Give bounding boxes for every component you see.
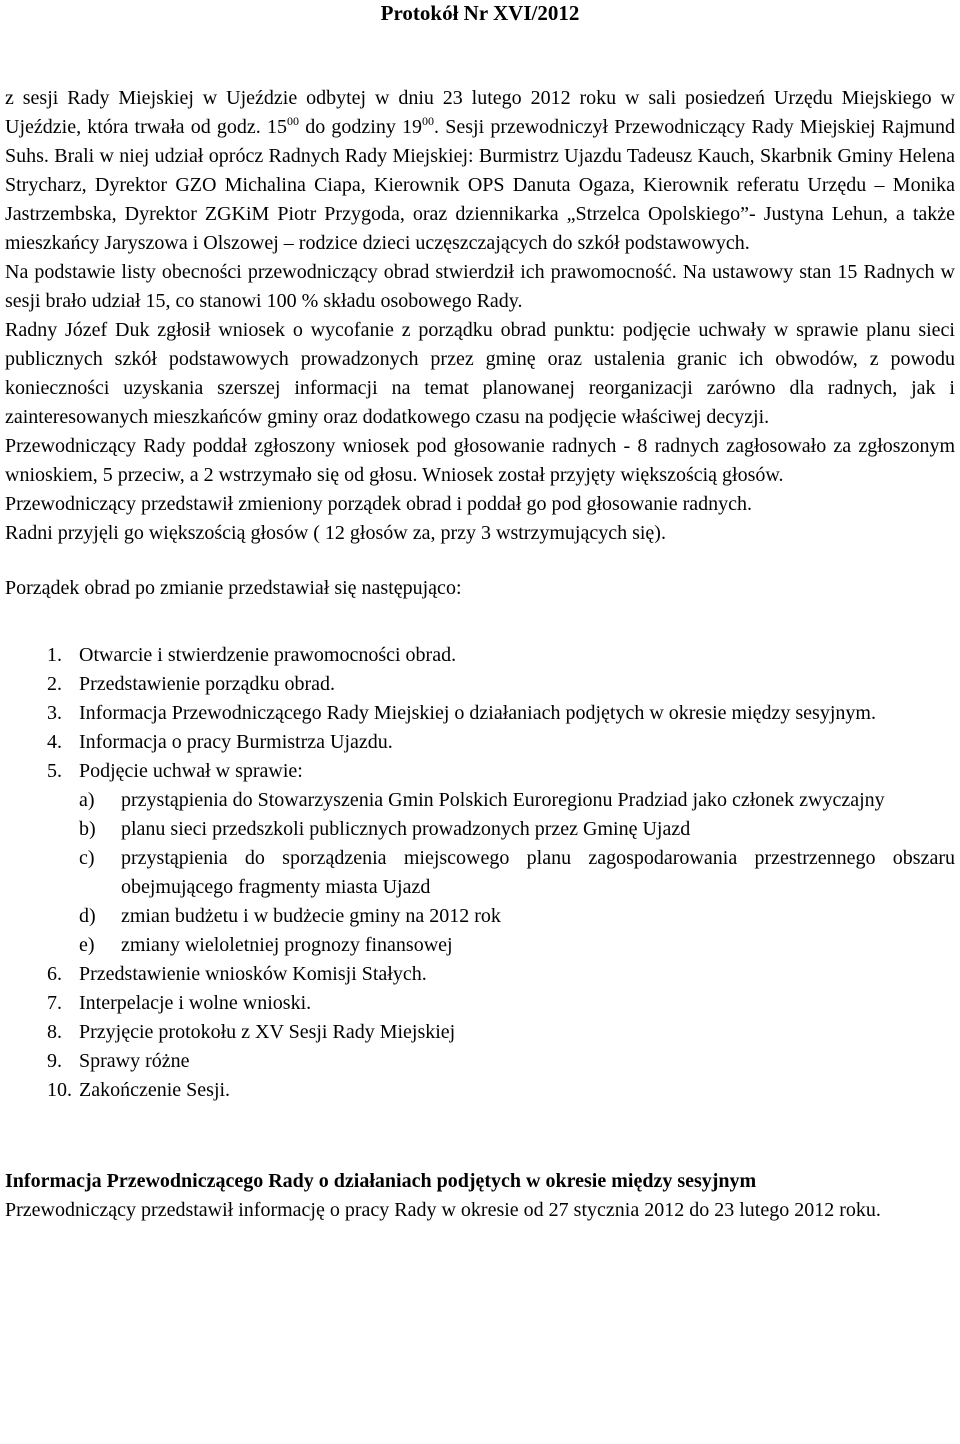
sub-number: a) bbox=[79, 789, 95, 811]
sub-number: c) bbox=[79, 847, 95, 869]
agenda-number: 4. bbox=[47, 731, 62, 753]
list-item bbox=[5, 1018, 955, 1047]
agenda-text: Interpelacje i wolne wnioski. bbox=[79, 992, 312, 1014]
list-item bbox=[5, 1047, 955, 1076]
list-item bbox=[79, 931, 955, 960]
sub-text: zmian budżetu i w budżecie gminy na 2012 rok bbox=[121, 905, 501, 927]
list-item bbox=[79, 844, 955, 902]
list-item bbox=[5, 699, 955, 728]
agenda-number: 2. bbox=[47, 673, 62, 695]
agenda-number: 10. bbox=[47, 1079, 72, 1101]
agenda-number: 6. bbox=[47, 963, 62, 985]
agenda-text: Zakończenie Sesji. bbox=[79, 1079, 231, 1101]
vote-paragraph: Przewodniczący Rady poddał zgłoszony wniosek pod głosowanie radnych - 8 radnych zagłosowało za zgłoszonym wnioskiem, 5 przeciw, a 2 wstrzymało się od głosu. Wniosek został przyjęty większością głosów. bbox=[5, 435, 955, 486]
agenda-number: 7. bbox=[47, 992, 62, 1014]
motion-paragraph: Radny Józef Duk zgłosił wniosek o wycofanie z porządku obrad punktu: podjęcie uchwały w sprawie planu sieci publicznych szkół podstawowych prowadzonych przez gminę oraz ustalenia granic ich obwodów, z powodu konieczności uzyskania szerszej informacji na temat planowanej reorganizacji zarówno dla radnych, jak i zainteresowanych mieszkańców gminy oraz dodatkowego czasu na podjęcie właściwej decyzji. bbox=[5, 319, 955, 428]
list-item bbox=[79, 815, 955, 844]
document-body bbox=[5, 84, 955, 1225]
sub-text: przystąpienia do Stowarzyszenia Gmin Polskich Euroregionu Pradziad jako członek zwyczajny bbox=[121, 789, 885, 811]
agenda-sublist bbox=[79, 786, 955, 960]
intro-paragraph bbox=[5, 84, 955, 258]
agenda-intro: Porządek obrad po zmianie przedstawiał się następująco: bbox=[5, 577, 462, 599]
sub-number: e) bbox=[79, 934, 95, 956]
list-item bbox=[5, 757, 955, 960]
intro-text-3: . Sesji przewodniczył Przewodniczący Rady Miejskiej Rajmund Suhs. Brali w niej udział oprócz Radnych Rady Miejskiej: Burmistrz Ujazdu Tadeusz Kauch, Skarbnik Gminy Helena Strycharz, Dyrektor GZO Michalina Ciapa, Kierownik OPS Danuta Ogaza, Kierownik referatu Urzędu – Monika Jastrzembska, Dyrektor ZGKiM Piotr Przygoda, oraz dziennikarka „Strzelca Opolskiego”- Justyna Lehun, a także mieszkańcy Jaryszowa i Olszowej – rodzice dzieci uczęszczających do szkół podstawowych. bbox=[5, 116, 955, 254]
list-item bbox=[5, 989, 955, 1018]
agenda-text: Informacja o pracy Burmistrza Ujazdu. bbox=[79, 731, 393, 753]
sub-number: d) bbox=[79, 905, 96, 927]
section-heading: Informacja Przewodniczącego Rady o działaniach podjętych w okresie między sesyjnym bbox=[5, 1170, 757, 1192]
end-time-minutes: 00 bbox=[422, 114, 435, 128]
list-item bbox=[5, 641, 955, 670]
list-item bbox=[5, 1076, 955, 1105]
list-item bbox=[5, 670, 955, 699]
agenda-list bbox=[5, 641, 955, 1105]
agenda-text: Otwarcie i stwierdzenie prawomocności obrad. bbox=[79, 644, 457, 666]
sub-number: b) bbox=[79, 818, 96, 840]
list-item bbox=[79, 902, 955, 931]
agenda-number: 9. bbox=[47, 1050, 62, 1072]
quorum-paragraph: Na podstawie listy obecności przewodniczący obrad stwierdził ich prawomocność. Na ustawowy stan 15 Radnych w sesji brało udział 15, co stanowi 100 % składu osobowego Rady. bbox=[5, 261, 955, 312]
agenda-number: 8. bbox=[47, 1021, 62, 1043]
list-item bbox=[79, 786, 955, 815]
agenda-text: Sprawy różne bbox=[79, 1050, 190, 1072]
agenda-text: Podjęcie uchwał w sprawie: bbox=[79, 760, 303, 782]
agenda-number: 1. bbox=[47, 644, 62, 666]
list-item bbox=[5, 960, 955, 989]
sub-text: zmiany wieloletniej prognozy finansowej bbox=[121, 934, 453, 956]
agenda-number: 3. bbox=[47, 702, 62, 724]
agenda-vote-paragraph-2: Radni przyjęli go większością głosów ( 12 głosów za, przy 3 wstrzymujących się). bbox=[5, 522, 666, 544]
sub-text: planu sieci przedszkoli publicznych prowadzonych przez Gminę Ujazd bbox=[121, 818, 691, 840]
list-item bbox=[5, 728, 955, 757]
agenda-number: 5. bbox=[47, 760, 62, 782]
intro-text-1: z sesji Rady Miejskiej w Ujeździe odbytej w dniu 23 lutego 2012 roku w sali posiedzeń Urzędu Miejskiego w Ujeździe, która trwała od godz. 15 bbox=[5, 87, 955, 138]
agenda-vote-paragraph-1: Przewodniczący przedstawił zmieniony porządek obrad i poddał go pod głosowanie radnych. bbox=[5, 493, 752, 515]
agenda-text: Informacja Przewodniczącego Rady Miejskiej o działaniach podjętych w okresie między sesyjnym. bbox=[79, 702, 876, 724]
document-title: Protokół Nr XVI/2012 bbox=[380, 1, 580, 25]
intro-text-2: do godziny 19 bbox=[299, 116, 423, 138]
start-time-minutes: 00 bbox=[287, 114, 299, 128]
agenda-text: Przedstawienie porządku obrad. bbox=[79, 673, 336, 695]
section-text: Przewodniczący przedstawił informację o pracy Rady w okresie od 27 stycznia 2012 do 23 lutego 2012 roku. bbox=[5, 1199, 881, 1221]
agenda-text: Przedstawienie wniosków Komisji Stałych. bbox=[79, 963, 427, 985]
sub-text: przystąpienia do sporządzenia miejscowego planu zagospodarowania przestrzennego obszaru obejmującego fragmenty miasta Ujazd bbox=[121, 847, 955, 898]
agenda-text: Przyjęcie protokołu z XV Sesji Rady Miejskiej bbox=[79, 1021, 456, 1043]
